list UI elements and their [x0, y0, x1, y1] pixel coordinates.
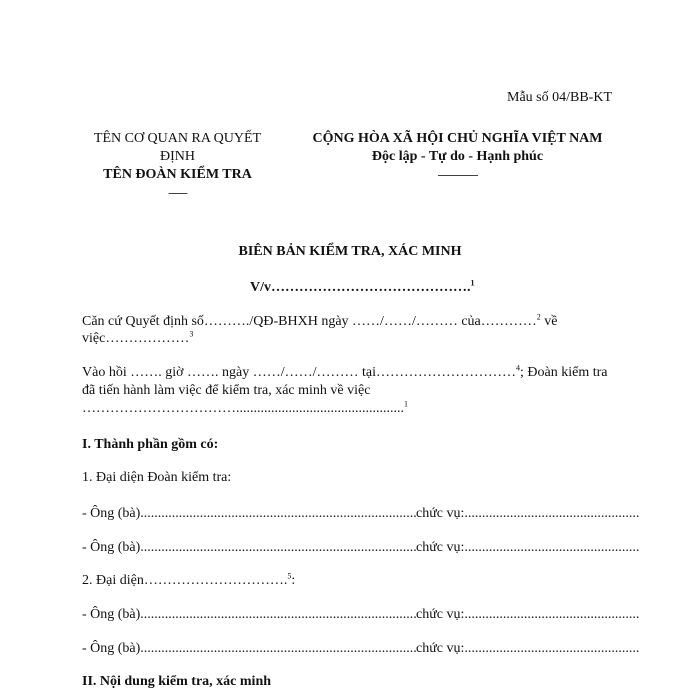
footnote-2: 2: [536, 312, 541, 322]
agency-name-line1: TÊN CƠ QUAN RA QUYẾT: [93, 131, 262, 146]
rep-name-field: - Ông (bà)...............................................................................: [82, 540, 417, 555]
agency-underline: -------: [168, 187, 187, 199]
rep-name-field: - Ông (bà)...............................................................................: [82, 607, 417, 622]
agency-name-line2: ĐỊNH: [160, 149, 195, 164]
basis-text: Căn cứ Quyết định số………./QĐ-BHXH ngày ……/……/……… của…………: [82, 314, 537, 329]
basis-text-tail: về: [540, 314, 558, 329]
national-motto-header: [285, 130, 630, 184]
footnote-1: 1: [404, 399, 408, 409]
document-title: BIÊN BẢN KIỂM TRA, XÁC MINH: [238, 244, 462, 259]
inspected-rep-pos-1: chức vụ:..................................................: [416, 607, 640, 622]
issuing-agency-header: [70, 130, 285, 202]
team-rep-row-1: [82, 506, 417, 522]
team-rep-pos-1: chức vụ:..................................................: [416, 506, 640, 521]
time-text-tail: ; Đoàn kiểm tra: [520, 365, 608, 380]
footnote-3: 3: [189, 329, 194, 339]
inspected-rep-row-2: [82, 641, 417, 657]
inspection-team-name: TÊN ĐOÀN KIỂM TRA: [103, 167, 252, 182]
time-paragraph-line2: đã tiến hành làm việc để kiểm tra, xác minh về việc: [82, 383, 371, 398]
footnote-4: 4: [516, 363, 520, 373]
inspected-rep-row-1: [82, 607, 417, 623]
country-name: CỘNG HÒA XÃ HỘI CHỦ NGHĨA VIỆT NAM: [312, 131, 603, 146]
subject-footnote: 1: [470, 278, 475, 288]
subject-text: V/v…………………………………….: [250, 280, 471, 295]
basis-paragraph-line1: [82, 314, 558, 330]
basis-paragraph-line2: [82, 331, 193, 347]
team-rep-pos-2: chức vụ:..................................................: [416, 540, 640, 555]
motto: Độc lập - Tự do - Hạnh phúc: [371, 149, 544, 164]
inspected-rep-pos-2: chức vụ:..................................................: [416, 641, 640, 656]
inspected-rep-colon: :: [291, 573, 296, 588]
section-1-heading: I. Thành phần gồm có:: [82, 437, 219, 452]
inspected-rep-heading: [82, 573, 295, 589]
time-paragraph-line3: [82, 401, 408, 417]
time-text: Vào hồi ……. giờ ……. ngày ……/……/……… tại…………………………: [82, 365, 516, 380]
motto-underline: ---------------: [437, 169, 478, 181]
inspected-rep-text: 2. Đại diện………………………….: [82, 573, 288, 588]
matter-dots: ……………………………................................................: [82, 401, 404, 416]
document-subject: [250, 280, 475, 296]
footnote-5: 5: [287, 571, 292, 581]
rep-name-field: - Ông (bà)...............................................................................: [82, 641, 417, 656]
basis-subject: việc………………: [82, 331, 190, 346]
rep-name-field: - Ông (bà)...............................................................................: [82, 506, 417, 521]
form-code: Mẫu số 04/BB-KT: [507, 90, 612, 105]
team-rep-row-2: [82, 540, 417, 556]
section-2-heading: II. Nội dung kiểm tra, xác minh: [82, 674, 272, 689]
team-rep-heading: 1. Đại diện Đoàn kiểm tra:: [82, 470, 232, 485]
time-paragraph-line1: [82, 365, 607, 381]
